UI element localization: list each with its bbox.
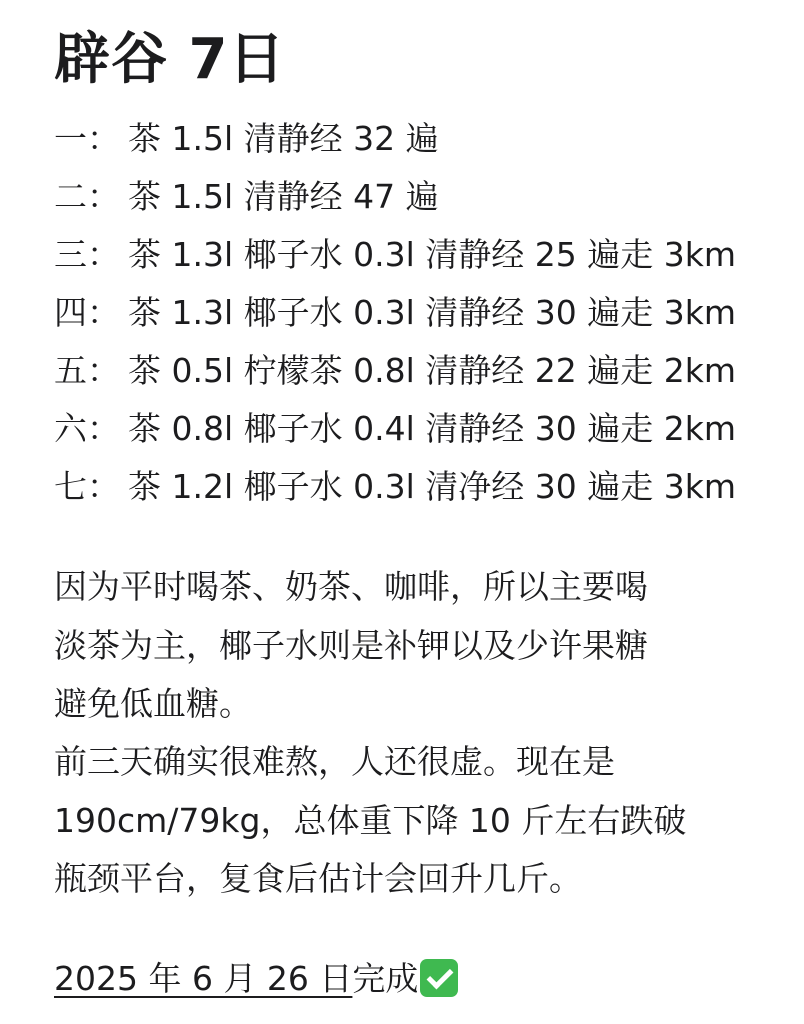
day-record: 茶 1.3l 椰子水 0.3l 清静经 30 遍走 3km — [128, 293, 736, 332]
result-paragraph — [54, 733, 754, 909]
day-item — [54, 284, 736, 342]
day-record: 茶 1.2l 椰子水 0.3l 清净经 30 遍走 3km — [128, 467, 736, 506]
paragraph-line: 190cm/79kg，总体重下降 10 斤左右跌破 — [54, 800, 687, 840]
day-label: 七： — [54, 467, 120, 506]
day-label: 六： — [54, 409, 120, 448]
day-item — [54, 226, 736, 284]
paragraph-line: 瓶颈平台，复食后估计会回升几斤。 — [54, 859, 582, 898]
day-label: 一： — [54, 119, 120, 158]
completion-line — [54, 950, 458, 1008]
completion-label: 完成 — [352, 959, 419, 998]
explanation-paragraph — [54, 558, 754, 734]
day-item — [54, 168, 736, 226]
page-title: 辟谷 7日 — [54, 27, 286, 92]
day-label: 四： — [54, 293, 120, 332]
day-item — [54, 110, 736, 168]
day-record: 茶 1.5l 清静经 47 遍 — [128, 177, 439, 216]
day-item — [54, 342, 736, 400]
day-record: 茶 1.5l 清静经 32 遍 — [128, 119, 439, 158]
day-label: 五： — [54, 351, 120, 390]
paragraph-line: 因为平时喝茶、奶茶、咖啡，所以主要喝 — [54, 567, 648, 606]
day-label: 三： — [54, 235, 120, 274]
day-record: 茶 0.8l 椰子水 0.4l 清静经 30 遍走 2km — [128, 409, 736, 448]
check-mark-icon — [420, 959, 458, 997]
day-label: 二： — [54, 177, 120, 216]
day-item — [54, 400, 736, 458]
completion-date-link[interactable]: 2025 年 6 月 26 日 — [54, 959, 353, 998]
paragraph-line: 淡茶为主，椰子水则是补钾以及少许果糖 — [54, 625, 648, 665]
paragraph-line: 避免低血糖。 — [54, 684, 252, 723]
day-item — [54, 458, 736, 516]
day-record: 茶 1.3l 椰子水 0.3l 清静经 25 遍走 3km — [128, 235, 736, 274]
paragraph-line: 前三天确实很难熬，人还很虚。现在是 — [54, 742, 615, 781]
day-list — [54, 110, 736, 516]
day-record: 茶 0.5l 柠檬茶 0.8l 清静经 22 遍走 2km — [128, 351, 736, 390]
